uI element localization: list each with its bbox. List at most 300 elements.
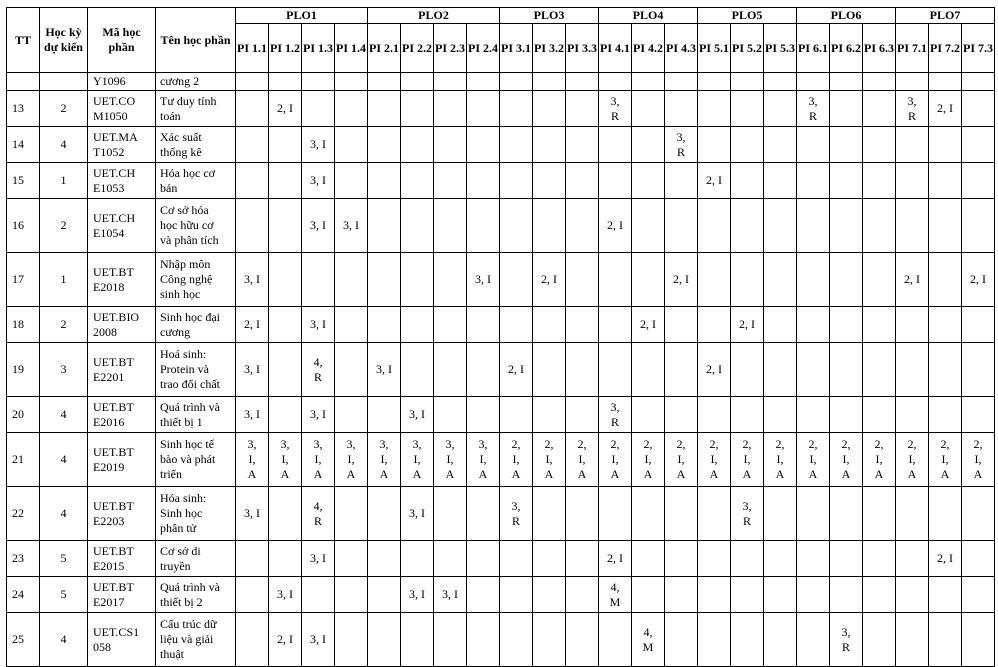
pi-cell <box>830 127 863 163</box>
pi-cell <box>566 199 599 253</box>
pi-cell <box>335 487 368 541</box>
row-tt: 14 <box>7 127 40 163</box>
pi-cell: 3, I <box>368 343 401 397</box>
pi-cell <box>731 199 764 253</box>
pi-cell: 2, I, A <box>599 433 632 487</box>
pi-cell <box>962 91 995 127</box>
pi-cell <box>434 613 467 667</box>
pi-cell: 3, I <box>302 307 335 343</box>
row-course-code: Y1096 <box>88 73 156 91</box>
row-semester: 5 <box>40 541 88 577</box>
pi-cell <box>533 163 566 199</box>
pi-cell <box>566 91 599 127</box>
pi-cell: 3, I <box>302 163 335 199</box>
pi-cell <box>434 127 467 163</box>
pi-cell <box>368 307 401 343</box>
pi-cell <box>401 127 434 163</box>
pi-cell: 2, I <box>500 343 533 397</box>
pi-cell <box>896 577 929 613</box>
pi-cell <box>269 73 302 91</box>
pi-cell <box>500 199 533 253</box>
pi-cell <box>665 91 698 127</box>
header-pi: PI 2.2 <box>401 24 434 73</box>
pi-cell <box>500 307 533 343</box>
table-row <box>7 433 995 487</box>
pi-cell <box>698 613 731 667</box>
header-pi: PI 1.2 <box>269 24 302 73</box>
pi-cell <box>962 541 995 577</box>
row-tt: 13 <box>7 91 40 127</box>
header-pi: PI 1.3 <box>302 24 335 73</box>
header-pi: PI 5.1 <box>698 24 731 73</box>
pi-cell <box>467 343 500 397</box>
header-pi: PI 6.3 <box>863 24 896 73</box>
pi-cell: 2, I <box>896 253 929 307</box>
pi-cell: 3, R <box>665 127 698 163</box>
pi-cell <box>962 487 995 541</box>
pi-cell: 2, I, A <box>731 433 764 487</box>
pi-cell: 3, R <box>599 91 632 127</box>
pi-cell <box>500 541 533 577</box>
pi-cell: 3, R <box>896 91 929 127</box>
pi-cell <box>962 199 995 253</box>
pi-cell <box>599 307 632 343</box>
pi-cell <box>434 91 467 127</box>
table-row <box>7 397 995 433</box>
pi-cell <box>566 541 599 577</box>
pi-cell <box>467 307 500 343</box>
pi-cell <box>401 613 434 667</box>
pi-cell <box>401 343 434 397</box>
pi-cell <box>368 73 401 91</box>
pi-cell: 2, I, A <box>764 433 797 487</box>
pi-cell <box>731 343 764 397</box>
pi-cell <box>368 613 401 667</box>
pi-cell: 3, I <box>401 487 434 541</box>
pi-cell <box>302 577 335 613</box>
table-row <box>7 163 995 199</box>
table-row <box>7 127 995 163</box>
pi-cell <box>698 487 731 541</box>
pi-cell <box>236 199 269 253</box>
row-course-name: Sinh học tế bào và phát triển <box>156 433 236 487</box>
pi-cell <box>467 487 500 541</box>
pi-cell <box>632 127 665 163</box>
row-semester: 4 <box>40 127 88 163</box>
pi-cell <box>764 163 797 199</box>
pi-cell <box>401 73 434 91</box>
pi-cell <box>599 253 632 307</box>
row-tt: 17 <box>7 253 40 307</box>
pi-cell: 3, R <box>500 487 533 541</box>
pi-cell <box>632 73 665 91</box>
row-course-name: Hóa học cơ bản <box>156 163 236 199</box>
header-pi: PI 5.2 <box>731 24 764 73</box>
pi-cell <box>665 307 698 343</box>
row-course-name: Nhập môn Công nghệ sinh học <box>156 253 236 307</box>
pi-cell: 3, R <box>599 397 632 433</box>
row-tt: 23 <box>7 541 40 577</box>
pi-cell <box>368 397 401 433</box>
pi-cell <box>698 577 731 613</box>
pi-cell <box>830 163 863 199</box>
pi-cell <box>236 613 269 667</box>
row-semester <box>40 73 88 91</box>
pi-cell <box>269 199 302 253</box>
pi-cell <box>335 397 368 433</box>
pi-cell: 3, R <box>830 613 863 667</box>
pi-cell <box>665 577 698 613</box>
pi-cell: 3, I, A <box>269 433 302 487</box>
header-course-code: Mã học phần <box>88 8 156 73</box>
pi-cell <box>797 343 830 397</box>
row-course-name: Cơ sở hóa học hữu cơ và phân tích <box>156 199 236 253</box>
pi-cell <box>269 541 302 577</box>
pi-cell <box>797 73 830 91</box>
plo-mapping-table <box>6 7 995 667</box>
header-row-plo <box>7 8 995 24</box>
header-pi: PI 6.2 <box>830 24 863 73</box>
pi-cell <box>467 577 500 613</box>
pi-cell <box>533 343 566 397</box>
pi-cell <box>533 487 566 541</box>
row-semester: 4 <box>40 487 88 541</box>
pi-cell <box>830 397 863 433</box>
row-course-code: UET.BT E2018 <box>88 253 156 307</box>
pi-cell <box>269 487 302 541</box>
pi-cell: 3, I <box>401 397 434 433</box>
table-row <box>7 343 995 397</box>
pi-cell: 2, I, A <box>566 433 599 487</box>
pi-cell <box>368 253 401 307</box>
pi-cell <box>434 73 467 91</box>
pi-cell: 3, I <box>467 253 500 307</box>
pi-cell <box>731 397 764 433</box>
pi-cell: 2, I, A <box>632 433 665 487</box>
pi-cell <box>269 343 302 397</box>
header-tt: TT <box>7 8 40 73</box>
pi-cell <box>962 577 995 613</box>
pi-cell: 3, I, A <box>302 433 335 487</box>
header-pi: PI 4.1 <box>599 24 632 73</box>
pi-cell <box>434 397 467 433</box>
pi-cell <box>269 253 302 307</box>
pi-cell <box>665 397 698 433</box>
pi-cell <box>368 487 401 541</box>
pi-cell: 4, R <box>302 487 335 541</box>
pi-cell: 2, I <box>632 307 665 343</box>
pi-cell: 3, I <box>335 199 368 253</box>
pi-cell <box>764 91 797 127</box>
row-semester: 4 <box>40 613 88 667</box>
pi-cell: 2, I <box>269 91 302 127</box>
pi-cell <box>962 397 995 433</box>
pi-cell: 3, I, A <box>401 433 434 487</box>
pi-cell <box>665 613 698 667</box>
pi-cell <box>830 541 863 577</box>
pi-cell <box>269 127 302 163</box>
pi-cell: 3, I, A <box>368 433 401 487</box>
pi-cell <box>863 613 896 667</box>
pi-cell: 2, I, A <box>830 433 863 487</box>
header-pi: PI 4.3 <box>665 24 698 73</box>
pi-cell <box>863 163 896 199</box>
pi-cell <box>599 127 632 163</box>
pi-cell <box>731 577 764 613</box>
pi-cell <box>566 253 599 307</box>
row-course-code: UET.BT E2203 <box>88 487 156 541</box>
pi-cell <box>896 73 929 91</box>
header-course-name: Tên học phần <box>156 8 236 73</box>
row-course-name: cương 2 <box>156 73 236 91</box>
pi-cell <box>863 199 896 253</box>
header-semester: Học kỳ dự kiến <box>40 8 88 73</box>
pi-cell <box>764 577 797 613</box>
header-pi: PI 2.3 <box>434 24 467 73</box>
pi-cell <box>632 199 665 253</box>
curriculum-matrix <box>6 7 995 667</box>
pi-cell <box>434 253 467 307</box>
pi-cell: 2, I <box>962 253 995 307</box>
pi-cell <box>467 73 500 91</box>
pi-cell <box>434 541 467 577</box>
pi-cell <box>830 577 863 613</box>
pi-cell <box>467 199 500 253</box>
pi-cell <box>764 127 797 163</box>
pi-cell: 2, I <box>929 541 962 577</box>
pi-cell: 3, I <box>269 577 302 613</box>
header-pi: PI 7.2 <box>929 24 962 73</box>
pi-cell <box>632 397 665 433</box>
pi-cell <box>236 577 269 613</box>
pi-cell <box>764 541 797 577</box>
pi-cell <box>896 343 929 397</box>
pi-cell <box>467 541 500 577</box>
pi-cell <box>731 163 764 199</box>
pi-cell <box>434 487 467 541</box>
row-course-code: UET.BIO 2008 <box>88 307 156 343</box>
pi-cell <box>863 541 896 577</box>
pi-cell: 3, I <box>236 397 269 433</box>
pi-cell: 2, I <box>665 253 698 307</box>
pi-cell <box>797 307 830 343</box>
pi-cell <box>830 253 863 307</box>
pi-cell <box>467 127 500 163</box>
pi-cell <box>302 91 335 127</box>
pi-cell <box>764 397 797 433</box>
pi-cell <box>830 73 863 91</box>
pi-cell <box>401 91 434 127</box>
pi-cell: 3, R <box>797 91 830 127</box>
pi-cell <box>665 541 698 577</box>
pi-cell <box>335 127 368 163</box>
pi-cell: 3, I, A <box>335 433 368 487</box>
row-semester: 2 <box>40 307 88 343</box>
pi-cell <box>335 343 368 397</box>
pi-cell <box>962 127 995 163</box>
pi-cell: 2, I <box>698 163 731 199</box>
pi-cell <box>698 397 731 433</box>
pi-cell <box>962 163 995 199</box>
pi-cell <box>863 397 896 433</box>
pi-cell <box>896 541 929 577</box>
pi-cell <box>236 91 269 127</box>
row-course-name: Xác suất thống kê <box>156 127 236 163</box>
pi-cell <box>665 163 698 199</box>
pi-cell <box>269 163 302 199</box>
pi-cell <box>863 487 896 541</box>
header-plo6: PLO6 <box>797 8 896 24</box>
table-row <box>7 73 995 91</box>
pi-cell <box>599 613 632 667</box>
pi-cell <box>500 163 533 199</box>
pi-cell <box>335 307 368 343</box>
pi-cell <box>434 307 467 343</box>
pi-cell <box>863 577 896 613</box>
pi-cell <box>335 253 368 307</box>
pi-cell <box>302 253 335 307</box>
pi-cell <box>797 541 830 577</box>
pi-cell: 3, I <box>302 541 335 577</box>
pi-cell: 3, I, A <box>236 433 269 487</box>
pi-cell <box>665 487 698 541</box>
pi-cell: 2, I, A <box>665 433 698 487</box>
row-tt: 16 <box>7 199 40 253</box>
pi-cell <box>896 163 929 199</box>
pi-cell <box>599 73 632 91</box>
pi-cell: 2, I, A <box>533 433 566 487</box>
pi-cell <box>401 163 434 199</box>
pi-cell <box>764 487 797 541</box>
pi-cell <box>566 487 599 541</box>
pi-cell: 3, I <box>302 199 335 253</box>
pi-cell <box>467 397 500 433</box>
pi-cell <box>929 577 962 613</box>
row-course-code: UET.MA T1052 <box>88 127 156 163</box>
pi-cell <box>434 199 467 253</box>
pi-cell <box>566 307 599 343</box>
row-course-code: UET.CH E1053 <box>88 163 156 199</box>
pi-cell <box>863 91 896 127</box>
pi-cell: 3, I <box>401 577 434 613</box>
pi-cell <box>236 127 269 163</box>
pi-cell <box>698 541 731 577</box>
pi-cell <box>896 613 929 667</box>
pi-cell <box>929 487 962 541</box>
table-row <box>7 487 995 541</box>
row-semester: 3 <box>40 343 88 397</box>
pi-cell: 2, I <box>599 541 632 577</box>
row-tt <box>7 73 40 91</box>
row-tt: 19 <box>7 343 40 397</box>
row-semester: 1 <box>40 253 88 307</box>
row-semester: 4 <box>40 433 88 487</box>
row-course-name: Sinh học đại cương <box>156 307 236 343</box>
pi-cell <box>269 397 302 433</box>
pi-cell <box>335 163 368 199</box>
pi-cell <box>302 73 335 91</box>
pi-cell <box>962 73 995 91</box>
pi-cell <box>929 163 962 199</box>
pi-cell: 2, I, A <box>863 433 896 487</box>
pi-cell <box>698 307 731 343</box>
pi-cell <box>929 127 962 163</box>
row-course-code: UET.CS1 058 <box>88 613 156 667</box>
pi-cell: 3, I <box>236 343 269 397</box>
header-pi: PI 1.4 <box>335 24 368 73</box>
pi-cell <box>467 163 500 199</box>
pi-cell <box>731 613 764 667</box>
pi-cell <box>896 307 929 343</box>
header-pi: PI 7.3 <box>962 24 995 73</box>
pi-cell <box>632 91 665 127</box>
pi-cell <box>566 397 599 433</box>
pi-cell <box>632 541 665 577</box>
header-pi: PI 5.3 <box>764 24 797 73</box>
pi-cell <box>665 73 698 91</box>
pi-cell <box>665 199 698 253</box>
row-tt: 20 <box>7 397 40 433</box>
pi-cell: 3, I <box>302 397 335 433</box>
row-course-code: UET.BT E2017 <box>88 577 156 613</box>
pi-cell: 2, I <box>929 91 962 127</box>
pi-cell: 2, I <box>599 199 632 253</box>
row-course-code: UET.BT E2016 <box>88 397 156 433</box>
pi-cell: 3, I <box>236 487 269 541</box>
pi-cell: 2, I, A <box>896 433 929 487</box>
row-course-code: UET.BT E2201 <box>88 343 156 397</box>
pi-cell <box>929 199 962 253</box>
pi-cell <box>929 397 962 433</box>
pi-cell: 2, I <box>731 307 764 343</box>
table-row <box>7 253 995 307</box>
pi-cell <box>731 91 764 127</box>
pi-cell <box>269 307 302 343</box>
pi-cell <box>500 577 533 613</box>
header-pi: PI 2.1 <box>368 24 401 73</box>
row-course-name: Hóa sinh: Sinh học phân tử <box>156 487 236 541</box>
table-row <box>7 577 995 613</box>
pi-cell: 3, R <box>731 487 764 541</box>
pi-cell <box>467 613 500 667</box>
pi-cell <box>731 73 764 91</box>
header-plo5: PLO5 <box>698 8 797 24</box>
pi-cell <box>830 91 863 127</box>
header-pi: PI 7.1 <box>896 24 929 73</box>
row-tt: 24 <box>7 577 40 613</box>
row-course-code: UET.CH E1054 <box>88 199 156 253</box>
pi-cell <box>632 163 665 199</box>
pi-cell <box>797 397 830 433</box>
pi-cell <box>368 163 401 199</box>
pi-cell <box>335 91 368 127</box>
header-plo2: PLO2 <box>368 8 500 24</box>
pi-cell <box>467 91 500 127</box>
pi-cell <box>335 73 368 91</box>
pi-cell <box>632 253 665 307</box>
pi-cell <box>401 307 434 343</box>
pi-cell <box>731 541 764 577</box>
pi-cell: 2, I <box>698 343 731 397</box>
pi-cell: 3, I <box>236 253 269 307</box>
pi-cell <box>962 613 995 667</box>
header-pi: PI 6.1 <box>797 24 830 73</box>
pi-cell <box>896 487 929 541</box>
header-pi: PI 3.1 <box>500 24 533 73</box>
pi-cell <box>863 127 896 163</box>
pi-cell <box>533 307 566 343</box>
table-row <box>7 91 995 127</box>
